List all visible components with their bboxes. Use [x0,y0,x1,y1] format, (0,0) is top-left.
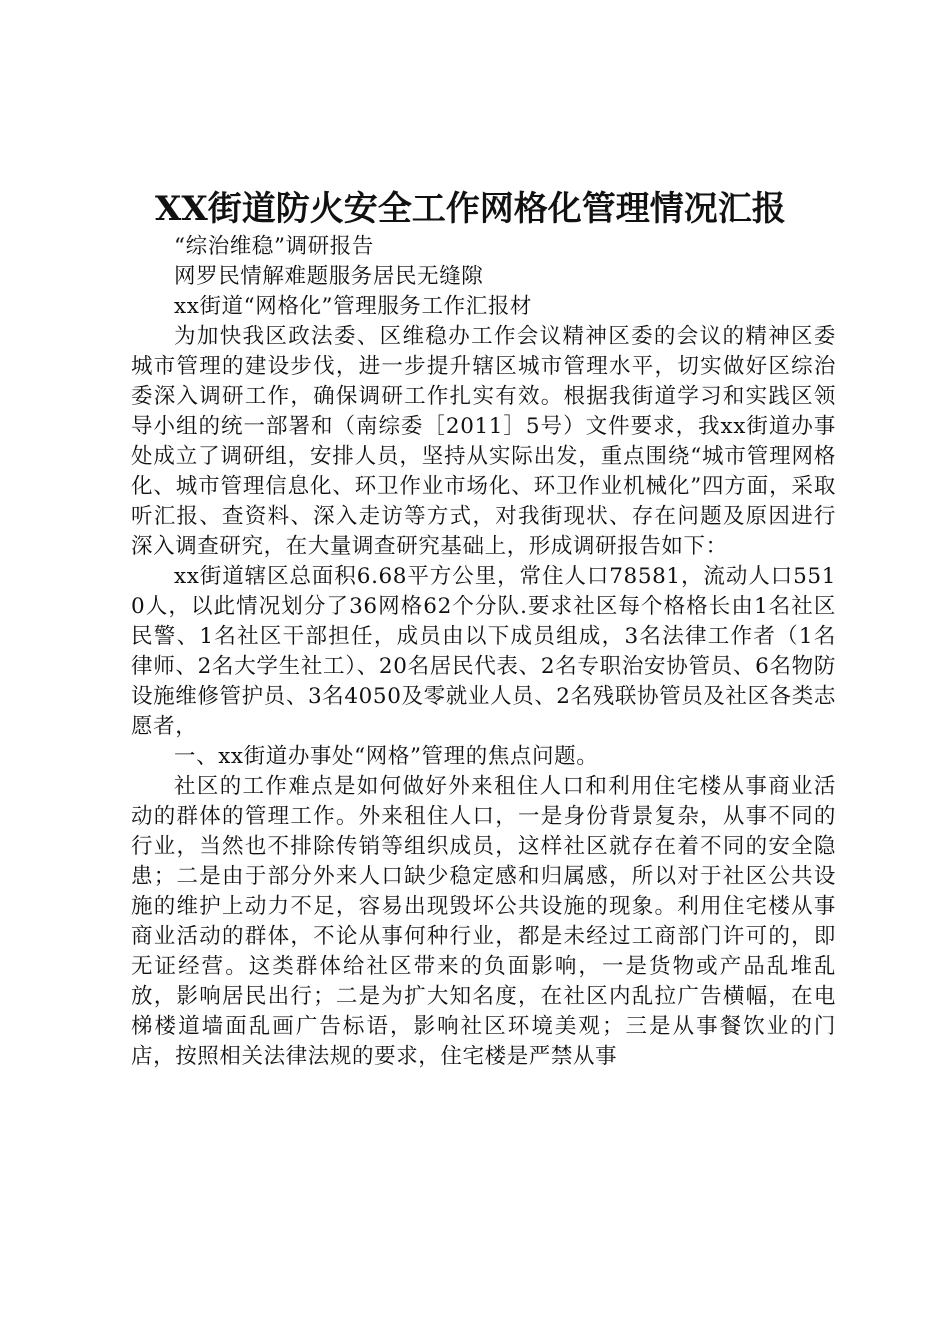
section-heading-1: 一、xx街道办事处“网格”管理的焦点问题。 [174,744,599,769]
subtitle-line-1: “综治维稳”调研报告 [174,234,374,259]
paragraph-issues: 社区的工作难点是如何做好外来租住人口和利用住宅楼从事商业活动的群体的管理工作。外来租住人口，一是身份背景复杂，从事不同的行业，当然也不排除传销等组织成员，这样社区就存在着不同的安全隐患；二是由于部分外来人口缺少稳定感和归属感，所以对于社区公共设施的维护上动力不足，容易出现毁坏公共设施的现象。利用住宅楼从事商业活动的群体，不论从事何种行业，都是未经过工商部门许可的，即无证经营。这类群体给社区带来的负面影响，一是货物或产品乱堆乱放，影响居民出行；二是为扩大知名度，在社区内乱拉广告横幅，在电梯楼道墙面乱画广告标语，影响社区环境美观；三是从事餐饮业的门店，按照相关法律法规的要求，住宅楼是严禁从事 [131,774,836,1069]
paragraph-overview: xx街道辖区总面积6.68平方公里，常住人口78581，流动人口5510人，以此情况划分了36网格62个分队.要求社区每个格格长由1名社区民警、1名社区干部担任，成员由以下成员组成，3名法律工作者（1名律师、2名大学生社工）、20名居民代表、2名专职治安协管员、6名物防设施维修管护员、3名4050及零就业人员、2名残联协管员及社区各类志愿者， [131,564,836,739]
subtitle-line-2: 网罗民情解难题服务居民无缝隙 [174,264,484,289]
paragraph-intro: 为加快我区政法委、区维稳办工作会议精神区委的会议的精神区委城市管理的建设步伐，进一步提升辖区城市管理水平，切实做好区综治委深入调研工作，确保调研工作扎实有效。根据我街道学习和实践区领导小组的统一部署和（南综委［2011］5号）文件要求，我xx街道办事处成立了调研组，安排人员，坚持从实际出发，重点围绕“城市管理网格化、城市管理信息化、环卫作业市场化、环卫作业机械化”四方面，采取听汇报、查资料、深入走访等方式，对我街现状、存在问题及原因进行深入调查研究，在大量调查研究基础上，形成调研报告如下： [131,324,836,559]
document-title: XX街道防火安全工作网格化管理情况汇报 [155,189,786,229]
subtitle-line-3: xx街道“网格化”管理服务工作汇报材 [174,294,533,319]
document-body [131,186,836,1072]
